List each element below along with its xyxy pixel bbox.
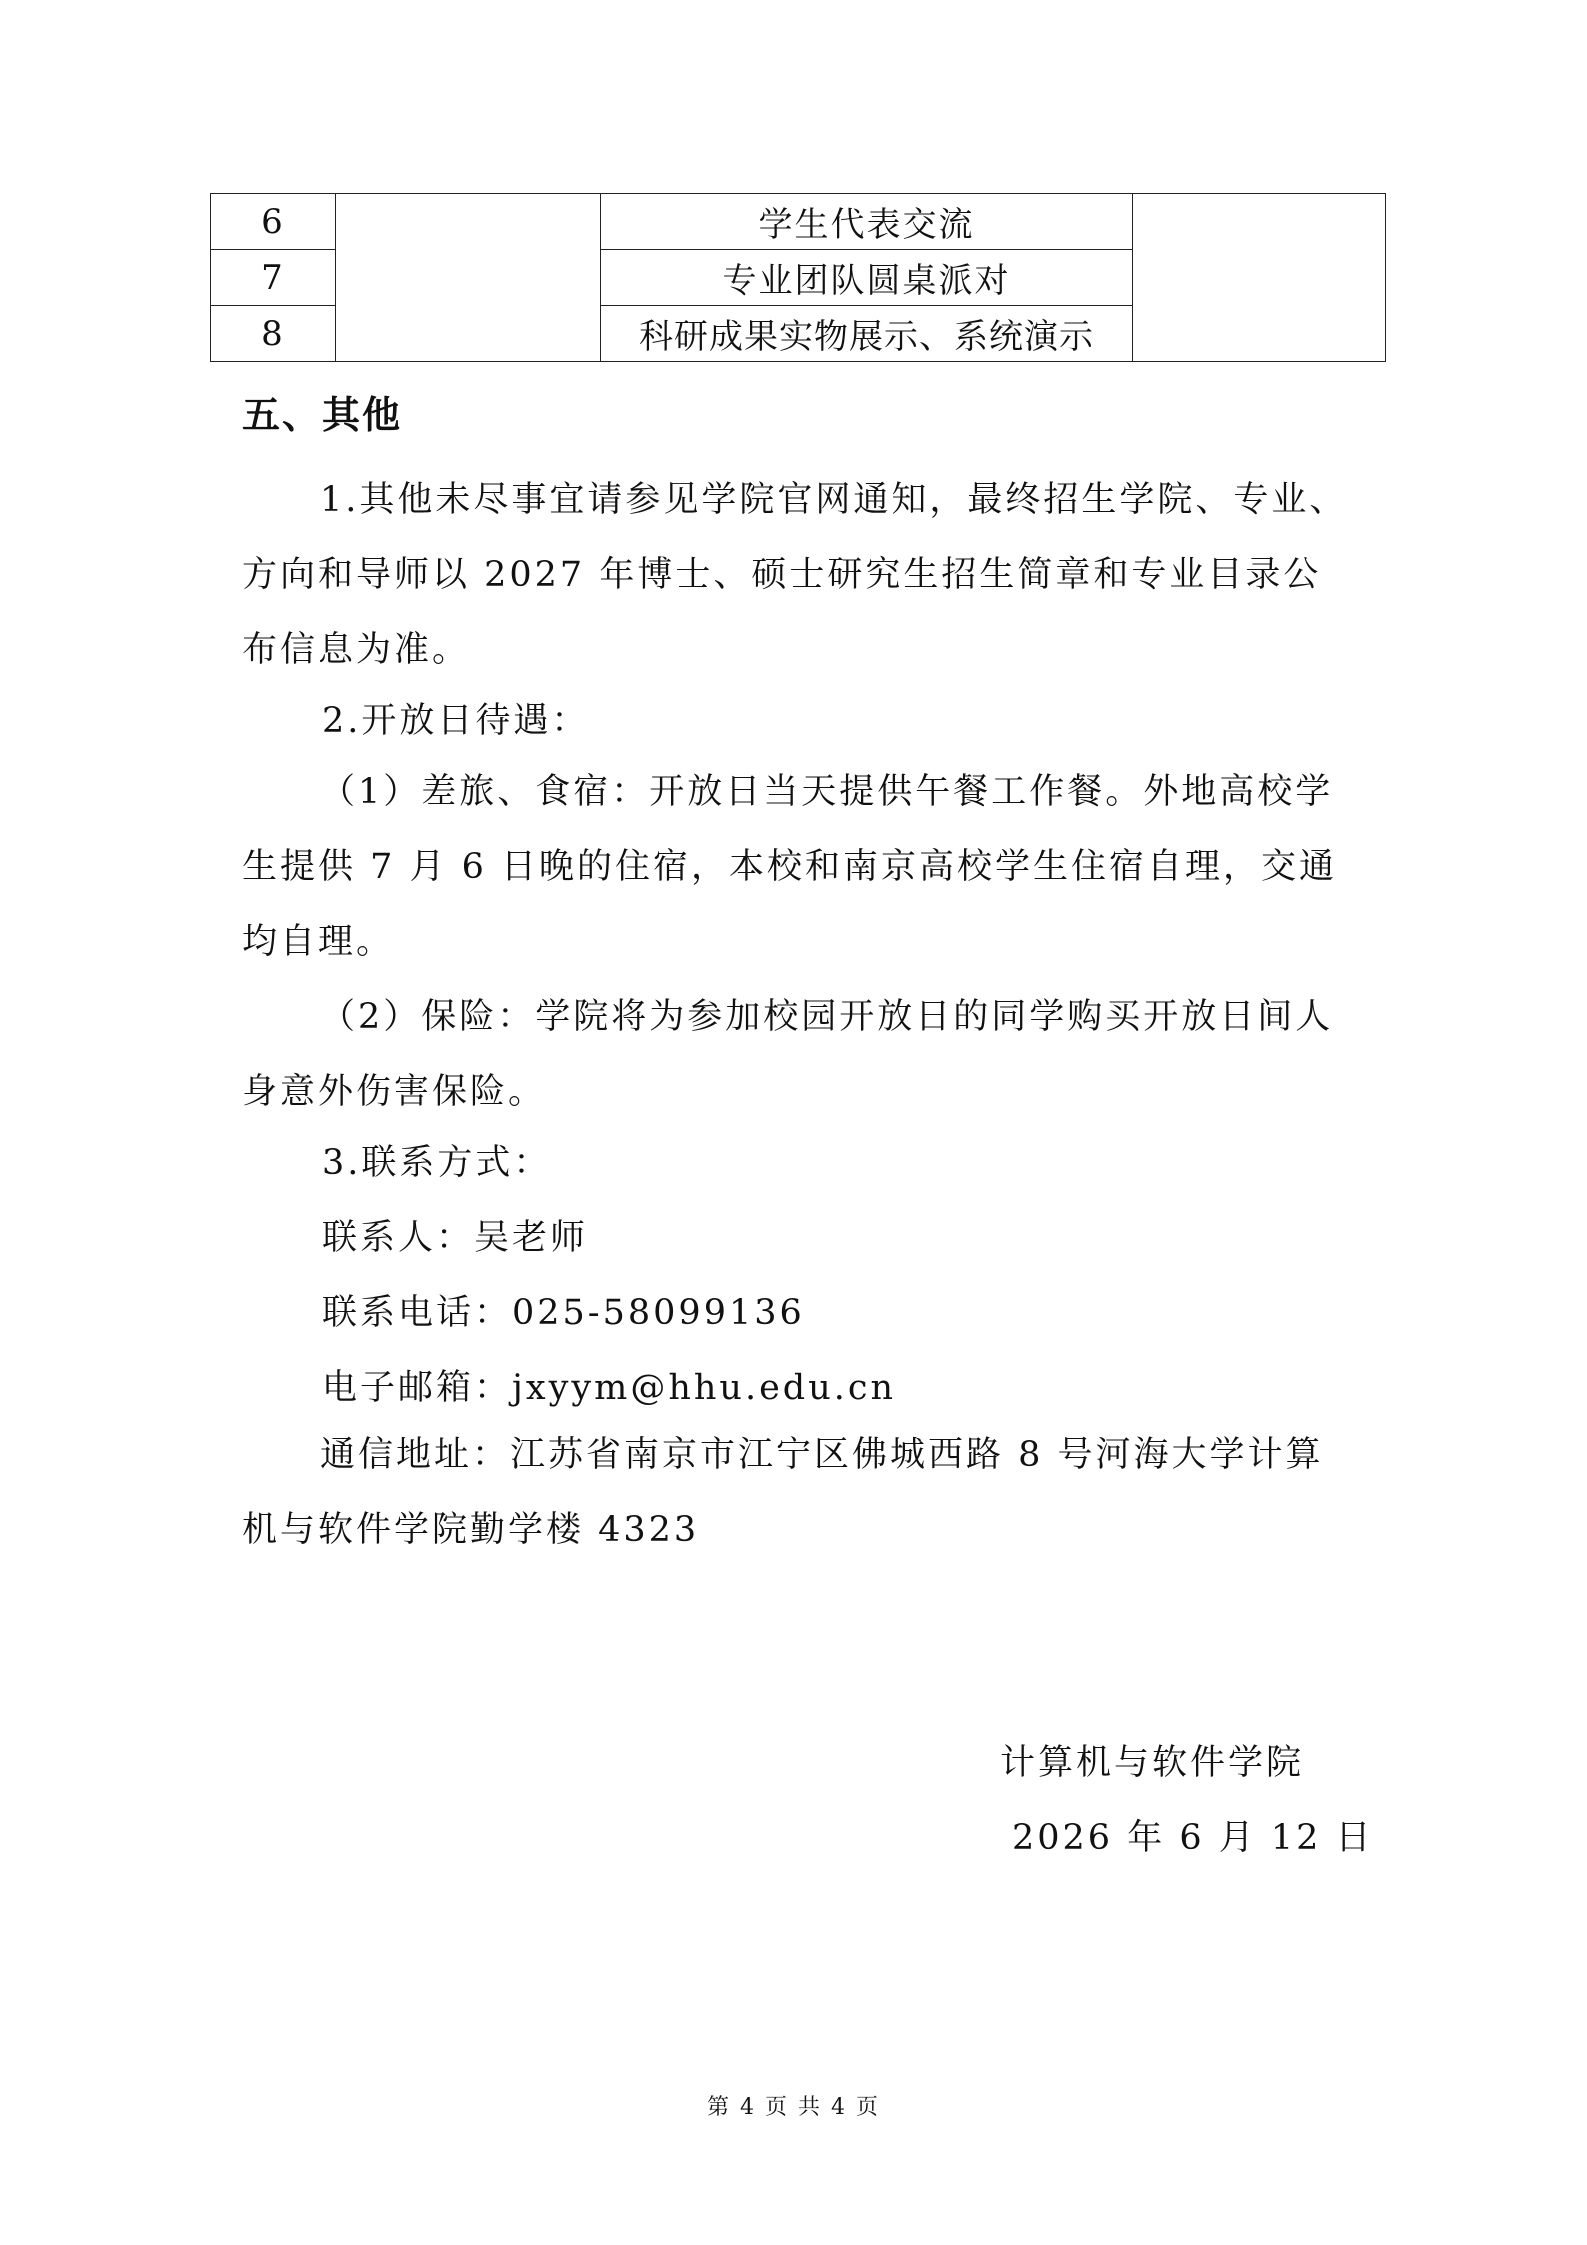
paragraph-3-title: 3.联系方式： [322,1143,552,1183]
merged-cell [1133,194,1386,362]
paragraph-2-title: 2.开放日待遇： [322,701,590,741]
contact-phone: 联系电话：025-58099136 [322,1293,805,1333]
page-footer: 第 4 页 共 4 页 [707,2095,880,2120]
contact-person: 联系人：吴老师 [322,1218,589,1258]
row-item: 科研成果实物展示、系统演示 [601,306,1133,362]
contact-address: 通信地址：江苏省南京市江宁区佛城西路 8 号河海大学计算机与软件学院勤学楼 4323 [242,1435,1324,1550]
row-number: 7 [211,250,336,306]
paragraph-1: 1.其他未尽事宜请参见学院官网通知，最终招生学院、专业、方向和导师以 2027 年博士、硕士研究生招生简章和专业目录公布信息为准。 [242,480,1348,670]
signature-org: 计算机与软件学院 [1000,1743,1305,1783]
signature-date: 2026 年 6 月 12 日 [1012,1818,1374,1858]
row-item: 专业团队圆桌派对 [601,250,1133,306]
table-row [211,194,1386,250]
row-number: 8 [211,306,336,362]
paragraph-2-2: （2）保险：学院将为参加校园开放日的同学购买开放日间人身意外伤害保险。 [242,997,1334,1112]
merged-cell [336,194,601,362]
paragraph-2-1: （1）差旅、食宿：开放日当天提供午餐工作餐。外地高校学生提供 7 月 6 日晚的住宿，本校和南京高校学生住宿自理，交通均自理。 [242,772,1338,962]
section-heading: 五、其他 [242,393,403,437]
row-item: 学生代表交流 [601,194,1133,250]
contact-email: 电子邮箱：jxyym@hhu.edu.cn [322,1368,897,1408]
schedule-table [210,193,1386,362]
row-number: 6 [211,194,336,250]
